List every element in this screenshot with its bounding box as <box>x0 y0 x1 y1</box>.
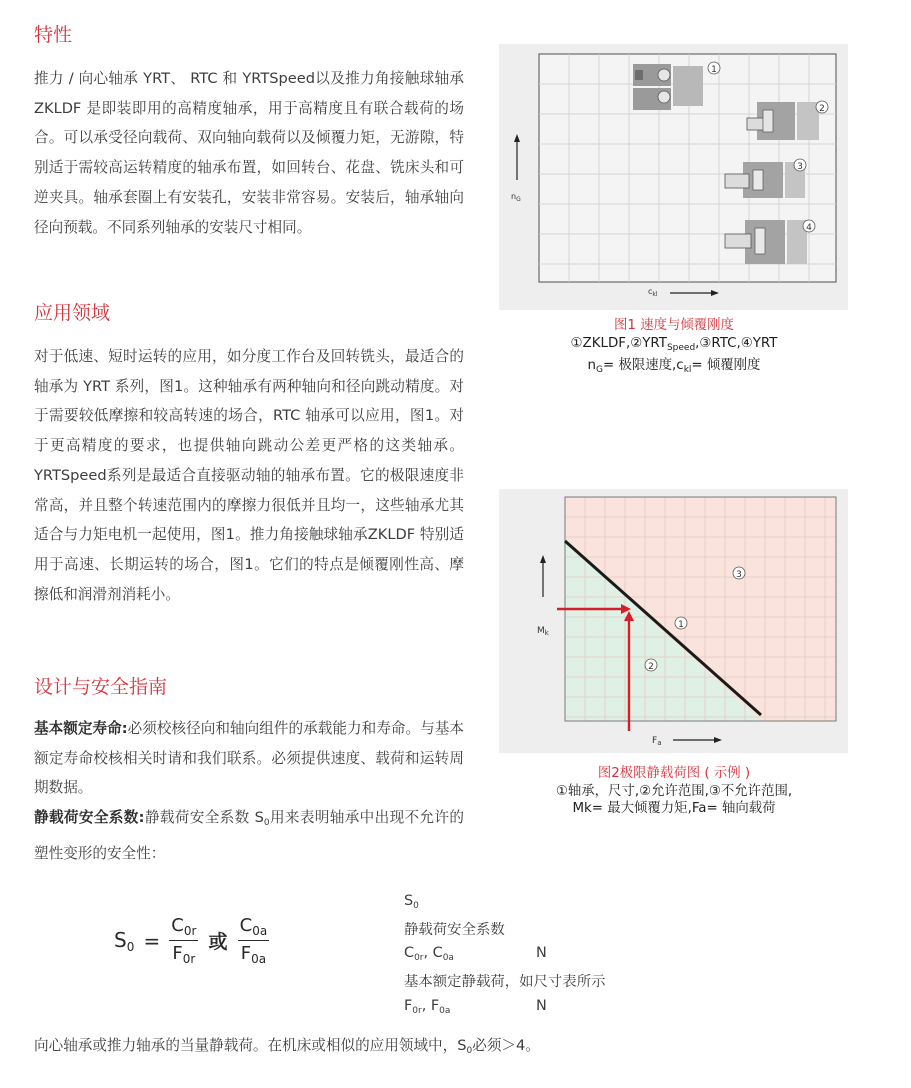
figure1-caption <box>474 317 874 380</box>
legend-s0-desc: 静载荷安全系数 <box>404 921 505 938</box>
figure2-marker-1: 1 <box>678 620 684 630</box>
figure2-caption-line2: ①轴承，尺寸,②允许范围,③不允许范围, <box>555 783 793 799</box>
figure2-caption <box>474 765 874 818</box>
figure1-caption-line2: $①ZKLDF,②YRT_{Speed},③RTC,④YRT$ <box>570 335 778 353</box>
applications-heading: 应用领域 <box>34 302 111 324</box>
safety-factor-formula <box>114 915 269 966</box>
formula-or: 或 <box>208 931 228 953</box>
figure2-diagram <box>499 489 848 753</box>
figure1-panel <box>499 44 848 310</box>
legend-s0: $S_0$ <box>404 893 419 911</box>
figure2-y-label: $M_k$ <box>537 626 549 637</box>
rating-life-paragraph <box>34 714 464 803</box>
features-heading: 特性 <box>34 24 73 46</box>
footer-text: 向心轴承或推力轴承的当量静载荷。在机床或相似的应用领域中，$S_0$必须＞4。 <box>34 1037 540 1056</box>
figure1-y-label: $n_G$ <box>511 192 521 203</box>
figure1-marker-3: 3 <box>797 162 803 172</box>
bearing-yrtspeed-icon <box>747 102 819 140</box>
static-safety-text-a: 静载荷安全系数 S <box>144 809 264 826</box>
formula-legend <box>404 890 605 1024</box>
applications-paragraph: 对于低速、短时运转的应用，如分度工作台及回转铣头，最适合的轴承为 YRT 系列，图1。这种轴承有两种轴向和径向跳动精度。对于需要较低摩擦和较高转速的场合，RTC 轴承可以应用，图1。对于更高精度的要求，也提供轴向跳动公差更严格的这类轴承。YRTSpeed系列是最适合直接驱动轴的轴承布置。它的极限速度非常高，并且整个转速范围内的摩擦力很低并且均一，这些轴承尤其适合与力矩电机一起使用，图1。推力角接触球轴承ZKLDF 特别适用于高速、长期运转的场合，图1。它们的特点是倾覆刚性高、摩擦低和润滑剂消耗小。 <box>34 348 464 603</box>
formula-lhs: $S_0$ <box>114 927 135 954</box>
formula-fraction-axial: $\frac{C_{0a}}{F_{0a}}$ <box>239 915 268 966</box>
static-safety-sub: 0 <box>263 818 270 828</box>
design-heading: 设计与安全指南 <box>34 676 168 698</box>
figure2-caption-line3: Mk= 最大倾覆力矩,Fa= 轴向载荷 <box>572 801 776 816</box>
figure2-caption-title: 图2极限静载荷图 ( 示例 ) <box>597 766 751 781</box>
rating-life-text: 必须校核径向和轴向组件的承载能力和寿命。与基本额定寿命校核相关时请和我们联系。必须提供速度、载荷和运转周期数据。 <box>34 720 464 797</box>
figure1-caption-title: 图1 速度与倾覆刚度 <box>614 318 734 333</box>
static-safety-paragraph <box>34 803 464 868</box>
figure1-marker-2: 2 <box>819 104 825 114</box>
legend-f0: $F_{0r}$, $F_{0a}$ N <box>404 995 605 1024</box>
legend-c0: $C_{0r}$, $C_{0a}$ N <box>404 942 605 971</box>
figure1-marker-1: 1 <box>711 65 717 75</box>
legend-c0-unit: N <box>536 945 547 962</box>
static-safety-label: 静载荷安全系数: <box>34 809 145 826</box>
figure2-panel <box>499 489 848 753</box>
figure1-caption-line3: $n_G=$ 极限速度$,c_{kl}=$ 倾覆刚度 <box>587 358 761 375</box>
figure2-marker-3: 3 <box>736 570 742 580</box>
figure1-x-label: $c_{kl}$ <box>648 287 658 298</box>
formula-equals: = <box>143 928 161 953</box>
rating-life-label: 基本额定寿命: <box>34 720 128 737</box>
figure2-marker-2: 2 <box>648 662 654 672</box>
formula-fraction-radial: $\frac{C_{0r}}{F_{0r}}$ <box>171 915 197 966</box>
figure1-marker-4: 4 <box>806 223 812 233</box>
figure2-x-label: $F_a$ <box>652 736 662 747</box>
static-safety-text-b: 用来表明轴承中出现不允许的塑性变形的安全性： <box>34 809 464 862</box>
figure1-diagram <box>499 44 848 310</box>
features-paragraph: 推力 / 向心轴承 YRT、 RTC 和 YRTSpeed以及推力角接触球轴承ZKLDF 是即装即用的高精度轴承，用于高精度且有联合载荷的场合。可以承受径向载荷、双向轴向载荷以及倾覆力矩，无游隙，特别适于需较高运转精度的轴承布置，如回转台、花盘、铣床头和可逆夹具。轴承套圈上有安装孔，安装非常容易。安装后，轴承轴向径向预载。不同系列轴承的安装尺寸相同。 <box>34 70 464 236</box>
legend-c0-desc: 基本额定静载荷，如尺寸表所示 <box>404 974 606 991</box>
legend-f0-unit: N <box>536 997 547 1014</box>
